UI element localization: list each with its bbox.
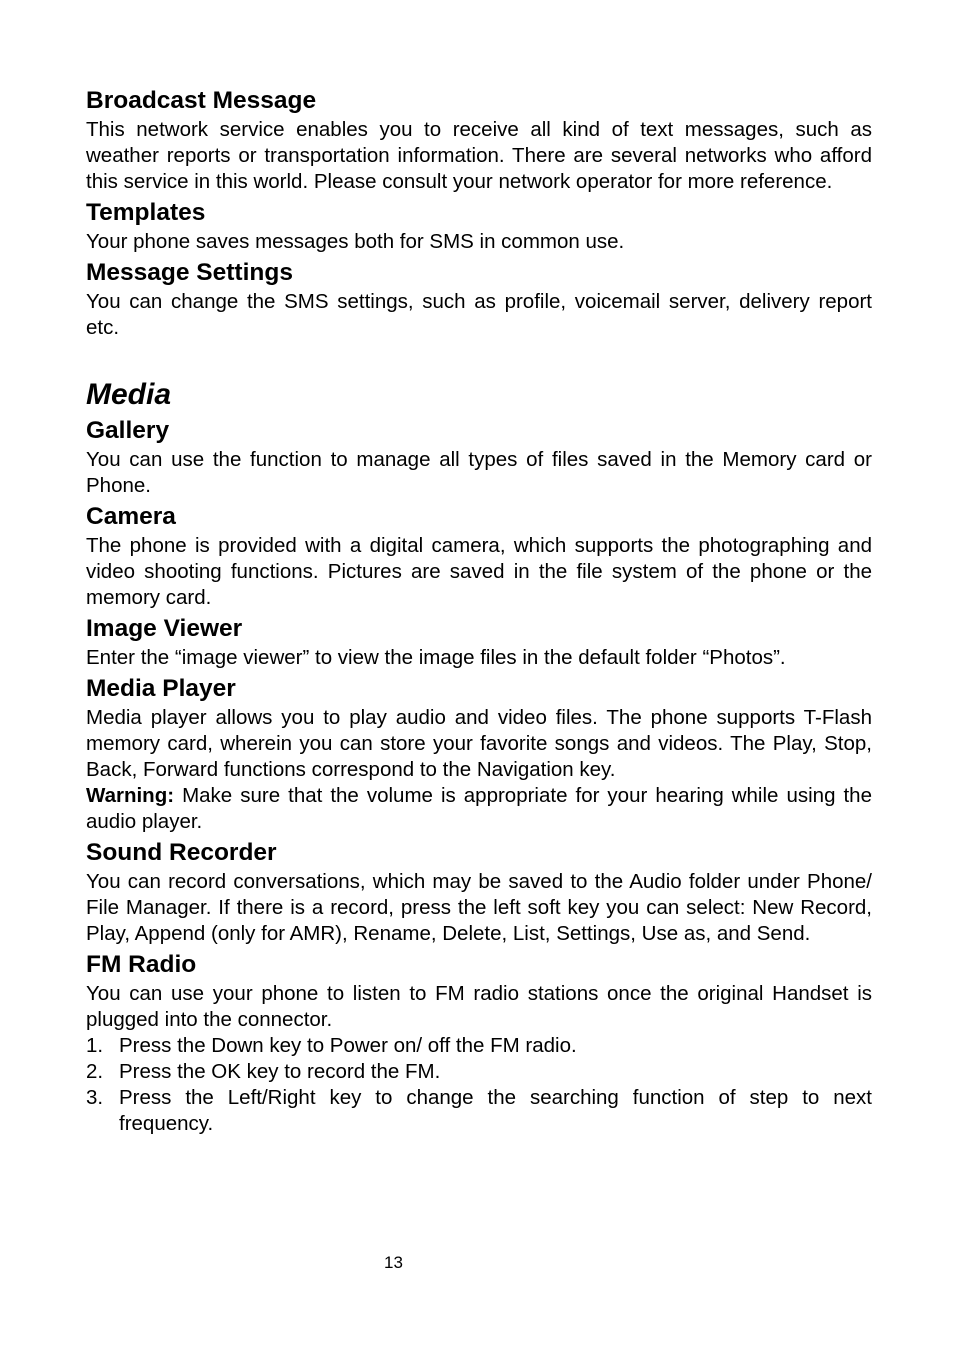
list-item	[86, 1033, 872, 1059]
paragraph-media-player: Media player allows you to play audio and video files. The phone supports T-Flash memory card, wherein you can store your favorite songs and videos. The Play, Stop, Back, Forward functions correspond to the Navigation key.	[86, 706, 872, 781]
list-item-text: Press the OK key to record the FM.	[119, 1060, 441, 1083]
fm-radio-steps-list	[86, 1033, 872, 1137]
paragraph-image-viewer: Enter the “image viewer” to view the image files in the default folder “Photos”.	[86, 646, 786, 669]
section-spacer	[86, 344, 872, 377]
heading-gallery: Gallery	[86, 417, 170, 444]
paragraph-sound-recorder: You can record conversations, which may be saved to the Audio folder under Phone/ File Manager. If there is a record, press the left soft key you can select: New Record, Play, Append (only for AMR), Rename, Delete, List, Settings, Use as, and Send.	[86, 870, 872, 945]
paragraph-media-player-warning	[86, 783, 872, 835]
list-item-number: 1.	[86, 1034, 104, 1057]
document-page	[86, 86, 872, 1137]
heading-image-viewer: Image Viewer	[86, 615, 243, 642]
list-item	[86, 1059, 872, 1085]
list-item-number: 3.	[86, 1086, 104, 1109]
paragraph-message-settings: You can change the SMS settings, such as profile, voicemail server, delivery report etc.	[86, 290, 872, 339]
list-item-text: Press the Left/Right key to change the searching function of step to next frequency.	[119, 1086, 872, 1135]
paragraph-broadcast-message: This network service enables you to receive all kind of text messages, such as weather reports or transportation information. There are several networks who afford this service in this world. Please consult your network operator for more reference.	[86, 118, 872, 193]
heading-templates: Templates	[86, 199, 206, 226]
heading-sound-recorder: Sound Recorder	[86, 839, 277, 866]
paragraph-fm-radio: You can use your phone to listen to FM radio stations once the original Handset is plugged into the connector.	[86, 982, 872, 1031]
paragraph-gallery: You can use the function to manage all types of files saved in the Memory card or Phone.	[86, 448, 872, 497]
warning-label: Warning:	[86, 784, 175, 807]
heading-fm-radio: FM Radio	[86, 951, 197, 978]
warning-text: Make sure that the volume is appropriate for your hearing while using the audio player.	[86, 784, 872, 833]
list-item-number: 2.	[86, 1060, 104, 1083]
heading-media-player: Media Player	[86, 675, 236, 702]
page-number: 13	[384, 1253, 403, 1272]
paragraph-camera: The phone is provided with a digital camera, which supports the photographing and video shooting functions. Pictures are saved in the file system of the phone or the memory card.	[86, 534, 872, 609]
heading-broadcast-message: Broadcast Message	[86, 87, 317, 114]
section-title-media: Media	[86, 378, 172, 411]
heading-message-settings: Message Settings	[86, 259, 293, 286]
paragraph-templates: Your phone saves messages both for SMS in common use.	[86, 230, 625, 253]
heading-camera: Camera	[86, 503, 176, 530]
list-item-text: Press the Down key to Power on/ off the FM radio.	[119, 1034, 577, 1057]
list-item	[86, 1085, 872, 1137]
